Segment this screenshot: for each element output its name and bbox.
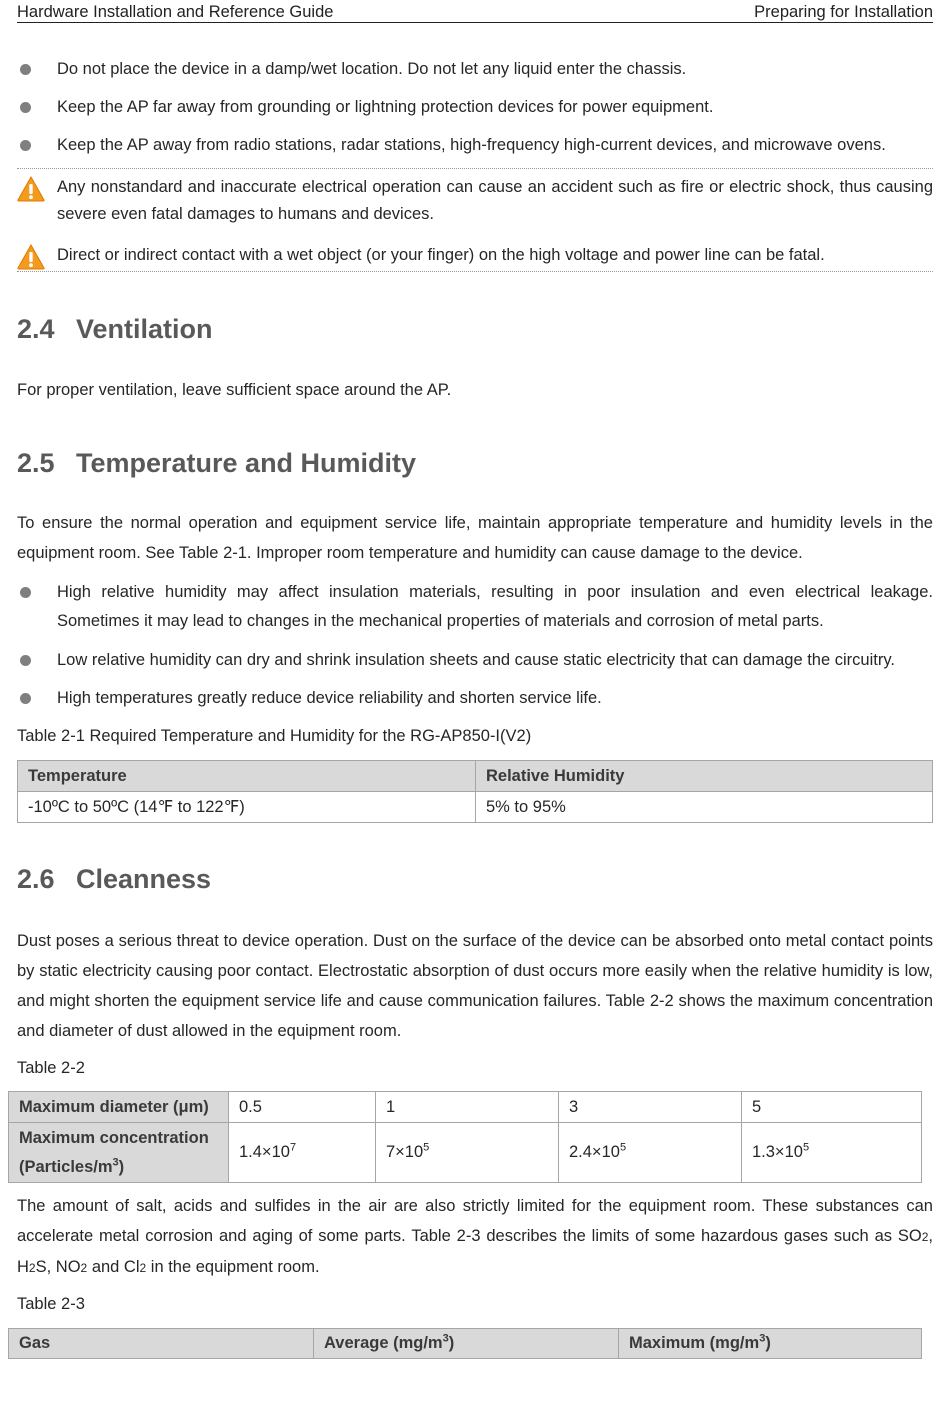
gas-limits-table (8, 1328, 922, 1359)
table-header-row (9, 1329, 922, 1359)
table-header-row (18, 761, 933, 792)
cell-value: 7×10 (386, 1143, 424, 1161)
subscript: 2 (28, 1261, 36, 1275)
text-run: S, NO (35, 1258, 81, 1276)
subscript: 2 (139, 1261, 147, 1275)
header-text: ) (765, 1334, 771, 1352)
bullet-icon (20, 693, 31, 704)
column-header (314, 1329, 619, 1359)
row-header-text: ) (118, 1157, 125, 1176)
row-header-text: Maximum concentration (Particles/m (19, 1128, 209, 1176)
warning-note (17, 242, 933, 269)
subscript: 2 (921, 1230, 929, 1244)
warning-text: Any nonstandard and inaccurate electrical operation can cause an accident such as fire or electric shock, thus causing severe even fatal damages to humans and devices. (57, 178, 933, 223)
bullet-icon (20, 655, 31, 666)
table-row (9, 1123, 922, 1183)
column-header: Temperature (18, 761, 476, 792)
list-item (17, 684, 933, 713)
warning-icon (17, 244, 45, 270)
header-exponent: 3 (759, 1332, 766, 1345)
header-text: ) (448, 1334, 455, 1352)
warning-icon (17, 176, 45, 202)
warning-note (17, 174, 933, 228)
column-header (619, 1329, 922, 1359)
bullet-text: High relative humidity may affect insulation materials, resulting in poor insulation and even electrical leakage. Sometimes it may lead to changes in the mechanical properties of materials and corrosion of metal parts. (57, 583, 933, 630)
section-title: Ventilation (76, 314, 213, 344)
table-cell (742, 1123, 922, 1183)
section-heading-ventilation (17, 314, 213, 345)
ventilation-text: For proper ventilation, leave sufficient space around the AP. (17, 381, 452, 399)
header-chapter-title: Preparing for Installation (754, 3, 933, 21)
section-number: 2.5 (17, 448, 55, 478)
header-exponent: 3 (442, 1332, 449, 1345)
table-caption: Table 2-1 Required Temperature and Humidity for the RG-AP850-I(V2) (17, 727, 532, 745)
table-cell (229, 1123, 376, 1183)
cell-exponent: 7 (289, 1141, 297, 1154)
cleanness-intro: Dust poses a serious threat to device operation. Dust on the surface of the device can be absorbed onto metal contact points by static electricity causing poor contact. Electrostatic absorption of dust occurs more easily when the relative humidity is low, and might shorten the equipment service life and cause communication failures. Table 2-2 shows the maximum concentration and diameter of dust allowed in the equipment room. (17, 932, 933, 1040)
table-cell (559, 1123, 742, 1183)
column-header: Relative Humidity (476, 761, 933, 792)
row-header (9, 1123, 229, 1183)
table-cell: -10ºC to 50ºC (14℉ to 122℉) (18, 792, 476, 823)
text-run: , H (17, 1227, 933, 1276)
table-cell: 1 (376, 1092, 559, 1123)
bullet-text: Keep the AP away from radio stations, radar stations, high-frequency high-current devices, and microwave ovens. (57, 136, 886, 154)
section-title: Cleanness (76, 864, 212, 894)
row-header: Maximum diameter (μm) (9, 1092, 229, 1123)
table-cell: 5 (742, 1092, 922, 1123)
row-header-exponent: 3 (112, 1156, 119, 1168)
cell-exponent: 5 (423, 1141, 430, 1154)
cell-value: 2.4×10 (569, 1143, 620, 1161)
subscript: 2 (80, 1261, 88, 1275)
text-run: The amount of salt, acids and sulfides in the air are also strictly limited for the equipment room. These substances can accelerate metal corrosion and aging of some parts. Table 2-3 describes the limits of some hazardous gases such as SO (17, 1197, 933, 1245)
bullet-text: High temperatures greatly reduce device reliability and shorten service life. (57, 689, 602, 707)
divider (17, 271, 933, 272)
column-header: Gas (9, 1329, 314, 1359)
list-item (17, 131, 933, 160)
table-cell: 5% to 95% (476, 792, 933, 823)
bullet-text: Do not place the device in a damp/wet location. Do not let any liquid enter the chassis. (57, 60, 687, 78)
table-caption: Table 2-2 (17, 1059, 85, 1077)
cell-value: 1.3×10 (752, 1143, 803, 1161)
text-run: in the equipment room. (146, 1258, 320, 1276)
section-heading-temperature (17, 448, 416, 479)
warning-text: Direct or indirect contact with a wet object (or your finger) on the high voltage and power line can be fatal. (57, 246, 825, 264)
bullet-icon (20, 64, 31, 75)
section-number: 2.4 (17, 314, 55, 344)
list-item (17, 578, 933, 636)
bullet-icon (20, 587, 31, 598)
text-run: and Cl (87, 1258, 140, 1276)
table-row (18, 792, 933, 823)
list-item (17, 55, 933, 84)
page-header (17, 0, 933, 23)
bullet-text: Low relative humidity can dry and shrink insulation sheets and cause static electricity that can damage the circuitry. (57, 651, 895, 669)
dust-limits-table (8, 1091, 922, 1183)
temperature-humidity-table (17, 760, 933, 823)
temperature-intro: To ensure the normal operation and equipment service life, maintain appropriate temperature and humidity levels in the equipment room. See Table 2-1. Improper room temperature and humidity can cause damage to the device. (17, 514, 933, 562)
gases-text (17, 1191, 933, 1283)
table-row (9, 1092, 922, 1123)
section-number: 2.6 (17, 864, 55, 894)
header-text: Average (mg/m (324, 1334, 443, 1352)
bullet-text: Keep the AP far away from grounding or lightning protection devices for power equipment. (57, 98, 714, 116)
list-item (17, 646, 933, 675)
list-item (17, 93, 933, 122)
header-text: Maximum (mg/m (629, 1334, 760, 1352)
table-cell: 0.5 (229, 1092, 376, 1123)
cell-exponent: 5 (802, 1141, 810, 1154)
table-cell (376, 1123, 559, 1183)
cell-exponent: 5 (619, 1141, 627, 1154)
table-caption: Table 2-3 (17, 1295, 85, 1313)
divider (17, 168, 933, 169)
cell-value: 1.4×10 (239, 1143, 290, 1161)
section-title: Temperature and Humidity (76, 448, 417, 478)
table-cell: 3 (559, 1092, 742, 1123)
bullet-icon (20, 102, 31, 113)
bullet-icon (20, 140, 31, 151)
section-heading-cleanness (17, 864, 211, 895)
header-guide-title: Hardware Installation and Reference Guide (17, 3, 334, 21)
